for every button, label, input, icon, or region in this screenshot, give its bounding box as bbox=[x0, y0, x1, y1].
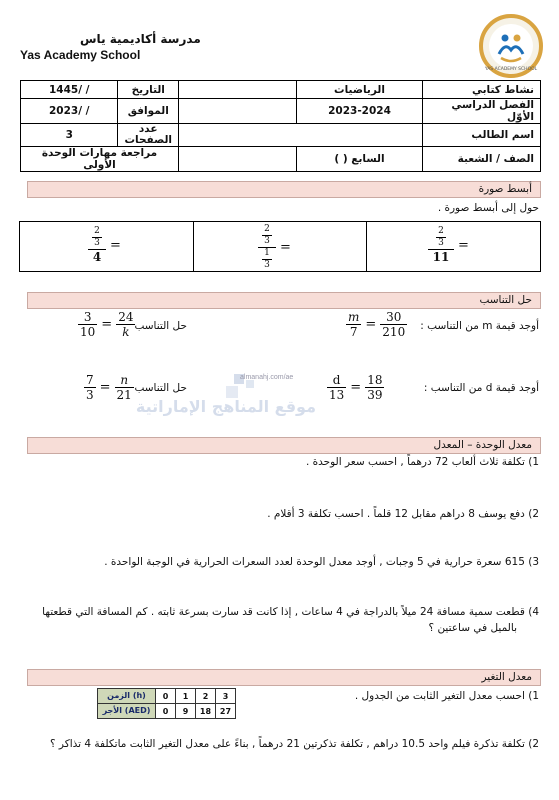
grade: السابع ( ) bbox=[297, 147, 423, 172]
unit-rate-q4-line2: بالميل في ساعتين ؟ bbox=[428, 622, 517, 634]
section-simplify-title: أبسط صورة bbox=[27, 181, 541, 198]
proportion-1: $\frac{m}{7}$ = $\frac{30}{210}$ bbox=[348, 310, 406, 339]
proportion-3: $\frac{d}{13}$ = $\frac{18}{39}$ bbox=[329, 373, 383, 402]
change-q2: 2) تكلفة تذكرة فيلم واحد 10.5 دراهم , تكلفة تذكرتين 21 درهماً , بناءً على معدل التغير الثابت ماتكلفة 4 تذاكر ؟ bbox=[50, 738, 539, 750]
rate-row1-label: الزمن (h) bbox=[98, 689, 156, 704]
logo-text: YAS ACADEMY SCHOOL bbox=[484, 67, 538, 72]
watermark-url: almanahj.com/ae bbox=[240, 374, 294, 381]
simplify-instruction: حول إلى أبسط صورة . bbox=[437, 202, 539, 214]
complex-fraction-1: $\frac{\frac{2}{3}}{4}$ = bbox=[88, 226, 121, 264]
gregorian-date: / /2023 bbox=[21, 99, 118, 124]
school-name-arabic: مدرسة أكاديمية ياس bbox=[80, 32, 201, 46]
corresponding-label: الموافق bbox=[118, 99, 179, 124]
complex-fraction-2: $\frac{\frac{2}{3}}{\frac{1}{3}}$ = bbox=[258, 224, 291, 271]
school-name-english: Yas Academy School bbox=[20, 48, 141, 62]
academic-year: 2023-2024 bbox=[297, 99, 423, 124]
proportion-4: $\frac{7}{3}$ = $\frac{n}{21}$ bbox=[86, 373, 132, 402]
student-name-label: اسم الطالب bbox=[423, 124, 541, 147]
proportion-3-text: أوجد قيمة d من التناسب : bbox=[423, 382, 539, 394]
section-proportion-title: حل التناسب bbox=[27, 292, 541, 309]
rate-row2-label: الأجر (AED) bbox=[98, 704, 156, 719]
table-row: الزمن (h) 0 1 2 3 bbox=[98, 689, 236, 704]
proportion-4-text: حل التناسب bbox=[134, 382, 187, 394]
watermark-text: موقع المناهج الإماراتية bbox=[135, 397, 316, 416]
semester: الفصل الدراسي الأوّل bbox=[423, 99, 541, 124]
student-name-field[interactable] bbox=[179, 124, 423, 147]
date-label: التاريخ bbox=[118, 81, 179, 99]
change-q1: 1) احسب معدل التغير الثابت من الجدول . bbox=[354, 690, 539, 702]
unit-rate-q3: 3) 615 سعرة حرارية في 5 وجبات , أوجد معدل الوحدة لعدد السعرات الحرارية في الوجبة الواحدة . bbox=[104, 556, 539, 568]
pages-count: 3 bbox=[21, 124, 118, 147]
section-unit-rate-title: معدل الوحدة – المعدل bbox=[27, 437, 541, 454]
activity-label: نشاط كتابي bbox=[423, 81, 541, 99]
unit-rate-q2: 2) دفع يوسف 8 دراهم مقابل 12 قلماً . احسب تكلفة 3 أقلام . bbox=[267, 508, 539, 520]
header-table bbox=[20, 80, 541, 172]
unit-rate-q1: 1) تكلفة ثلاث ألعاب 72 درهماً , احسب سعر الوحدة . bbox=[305, 456, 539, 468]
proportion-2: $\frac{3}{10}$ = $\frac{24}{k}$ bbox=[80, 310, 134, 339]
proportion-2-text: حل التناسب bbox=[134, 320, 187, 332]
subject: الرياضيات bbox=[297, 81, 423, 99]
hijri-date: / /1445 bbox=[21, 81, 118, 99]
class-label: الصف / الشعبة bbox=[423, 147, 541, 172]
proportion-1-text: أوجد قيمة m من التناسب : bbox=[420, 320, 539, 332]
rate-table bbox=[97, 688, 236, 719]
review-title: مراجعة مهارات الوحدة الأولى bbox=[21, 147, 179, 172]
table-row: الأجر (AED) 0 9 18 27 bbox=[98, 704, 236, 719]
unit-rate-q4-line1: 4) قطعت سمية مسافة 24 ميلاً بالدراجة في 4 ساعات , إذا كانت قد سارت بسرعة ثابته . كم المسافة التي قطعتها bbox=[42, 606, 539, 618]
section-change-title: معدل التغير bbox=[27, 669, 541, 686]
complex-fraction-3: $\frac{\frac{2}{3}}{11}$ = bbox=[428, 226, 469, 264]
pages-label: عدد الصفحات bbox=[118, 124, 179, 147]
school-logo bbox=[479, 14, 543, 78]
